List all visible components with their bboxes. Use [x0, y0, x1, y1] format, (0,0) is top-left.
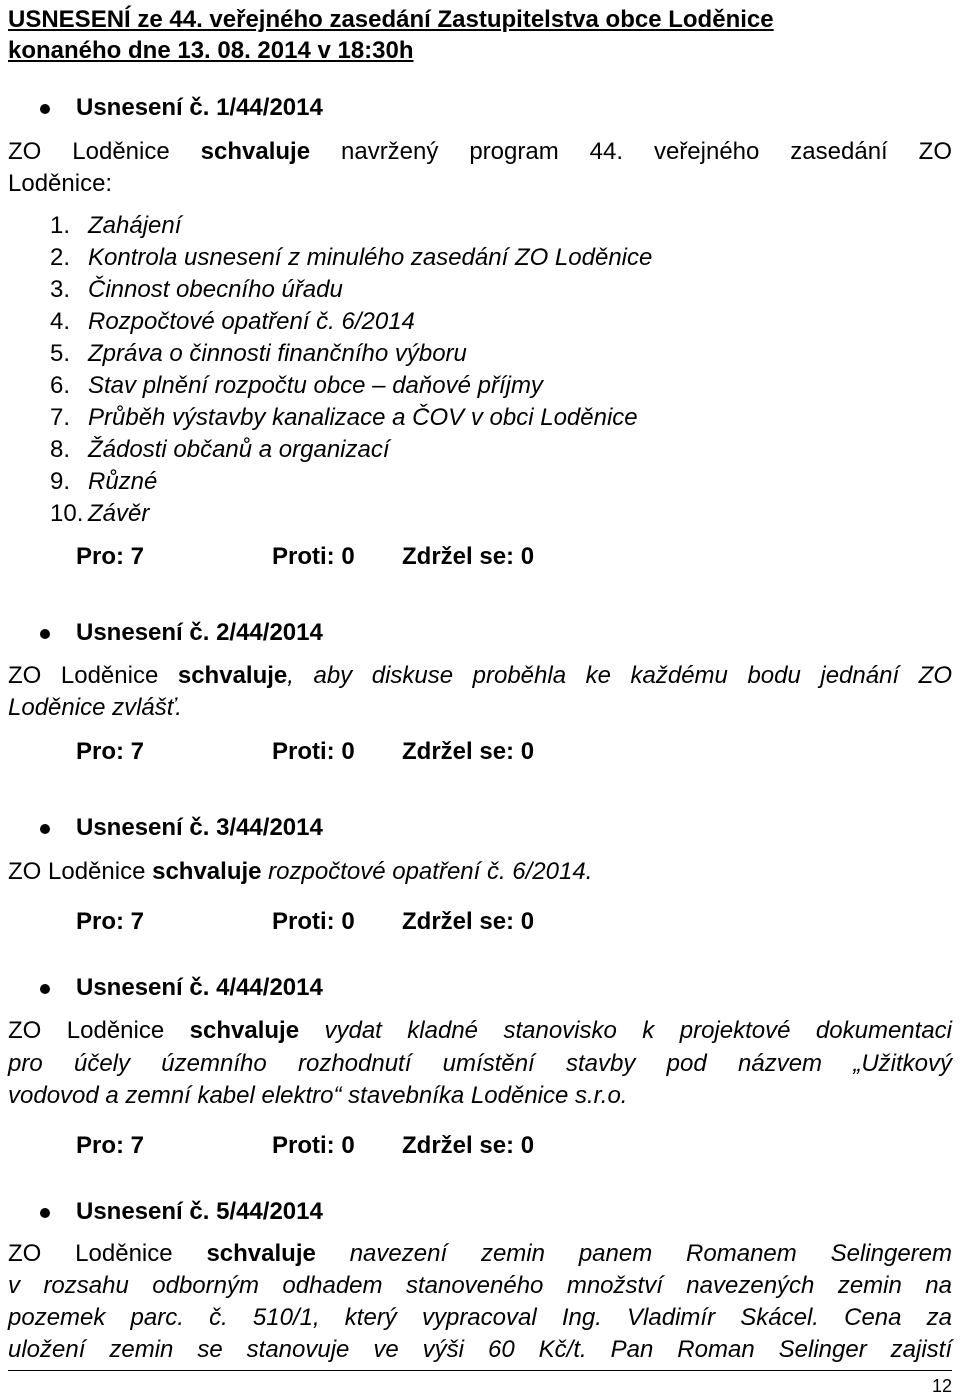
agenda-item-text: Kontrola usnesení z minulého zasedání ZO Loděnice — [88, 244, 653, 271]
vote-result-3: Pro: 7 Proti: 0 Zdržel se: 0 — [76, 908, 535, 935]
resolution-5-text: ZO Loděnice schvaluje navezení zemin panem Romanem Selingerem — [8, 1240, 953, 1267]
agenda-item-text: Rozpočtové opatření č. 6/2014 — [88, 308, 415, 335]
resolution-2-text: ZO Loděnice schvaluje, aby diskuse proběhla ke každému bodu jednání ZO — [8, 662, 952, 689]
agenda-item-number: 1. — [50, 212, 71, 239]
resolution-4-text: ZO Loděnice schvaluje vydat kladné stanovisko k projektové dokumentaci — [8, 1017, 952, 1044]
resolution-5-text-line4: uložení zemin se stanovuje ve výši 60 Kč/t. Pan Roman Selinger zajistí — [8, 1336, 952, 1363]
title-line-1: USNESENÍ ze 44. veřejného zasedání Zastupitelstva obce Loděnice — [8, 6, 774, 33]
footer-divider — [8, 1370, 952, 1371]
agenda-item-text: Zahájení — [88, 212, 182, 239]
vote-result-4: Pro: 7 Proti: 0 Zdržel se: 0 — [76, 1132, 535, 1159]
agenda-item — [50, 210, 181, 242]
resolution-3-heading: Usnesení č. 3/44/2014 — [40, 812, 323, 844]
agenda-item — [50, 274, 343, 306]
bullet-icon — [40, 1208, 50, 1218]
bullet-icon — [40, 984, 50, 994]
agenda-item — [50, 498, 149, 530]
resolution-4-text-line3: vodovod a zemní kabel elektro“ stavebníka Loděnice s.r.o. — [8, 1082, 628, 1109]
agenda-item-number: 9. — [50, 468, 71, 495]
bullet-icon — [40, 104, 50, 114]
agenda-item-text: Závěr — [88, 500, 150, 527]
document-title — [8, 4, 953, 66]
resolution-3-text: ZO Loděnice schvaluje rozpočtové opatření č. 6/2014. — [8, 858, 593, 885]
resolution-5-text-line3: pozemek parc. č. 510/1, který vypracoval Ing. Vladimír Skácel. Cena za — [8, 1304, 952, 1331]
agenda-item-text: Zpráva o činnosti finančního výboru — [88, 340, 467, 367]
agenda-item — [50, 338, 467, 370]
resolution-4-heading: Usnesení č. 4/44/2014 — [40, 972, 323, 1004]
agenda-item-text: Průběh výstavby kanalizace a ČOV v obci Loděnice — [88, 404, 638, 431]
agenda-item-number: 7. — [50, 404, 71, 431]
bullet-icon — [40, 824, 50, 834]
vote-result-2: Pro: 7 Proti: 0 Zdržel se: 0 — [76, 738, 535, 765]
agenda-item — [50, 370, 543, 402]
bullet-icon — [40, 629, 50, 639]
agenda-item — [50, 466, 157, 498]
title-line-2: konaného dne 13. 08. 2014 v 18:30h — [8, 37, 414, 64]
agenda-item — [50, 242, 652, 274]
agenda-item-number: 8. — [50, 436, 71, 463]
agenda-item-text: Žádosti občanů a organizací — [88, 436, 390, 463]
agenda-item — [50, 306, 415, 338]
agenda-item-number: 3. — [50, 276, 71, 303]
agenda-item-text: Různé — [88, 468, 158, 495]
resolution-1-text-line2: Loděnice: — [8, 170, 113, 197]
resolution-1-text: ZO Loděnice schvaluje navržený program 44. veřejného zasedání ZO — [8, 138, 952, 165]
agenda-item-number: 10. — [50, 500, 84, 527]
resolution-5-text-line2: v rozsahu odborným odhadem stanoveného množství navezených zemin na — [8, 1272, 952, 1299]
page-number: 12 — [931, 1376, 952, 1396]
resolution-5-heading: Usnesení č. 5/44/2014 — [40, 1196, 323, 1228]
agenda-item-number: 6. — [50, 372, 71, 399]
agenda-item-number: 5. — [50, 340, 71, 367]
agenda-item-text: Stav plnění rozpočtu obce – daňové příjmy — [88, 372, 543, 399]
resolution-2-text-line2: Loděnice zvlášť. — [8, 694, 182, 721]
agenda-item — [50, 434, 390, 466]
agenda-item-number: 4. — [50, 308, 71, 335]
resolution-1-heading: Usnesení č. 1/44/2014 — [40, 92, 323, 124]
vote-result-1: Pro: 7 Proti: 0 Zdržel se: 0 — [76, 543, 535, 570]
agenda-item — [50, 402, 638, 434]
resolution-2-heading: Usnesení č. 2/44/2014 — [40, 617, 323, 649]
resolution-4-text-line2: pro účely územního rozhodnutí umístění stavby pod názvem „Užitkový — [8, 1050, 952, 1077]
agenda-item-number: 2. — [50, 244, 71, 271]
agenda-item-text: Činnost obecního úřadu — [88, 276, 343, 303]
